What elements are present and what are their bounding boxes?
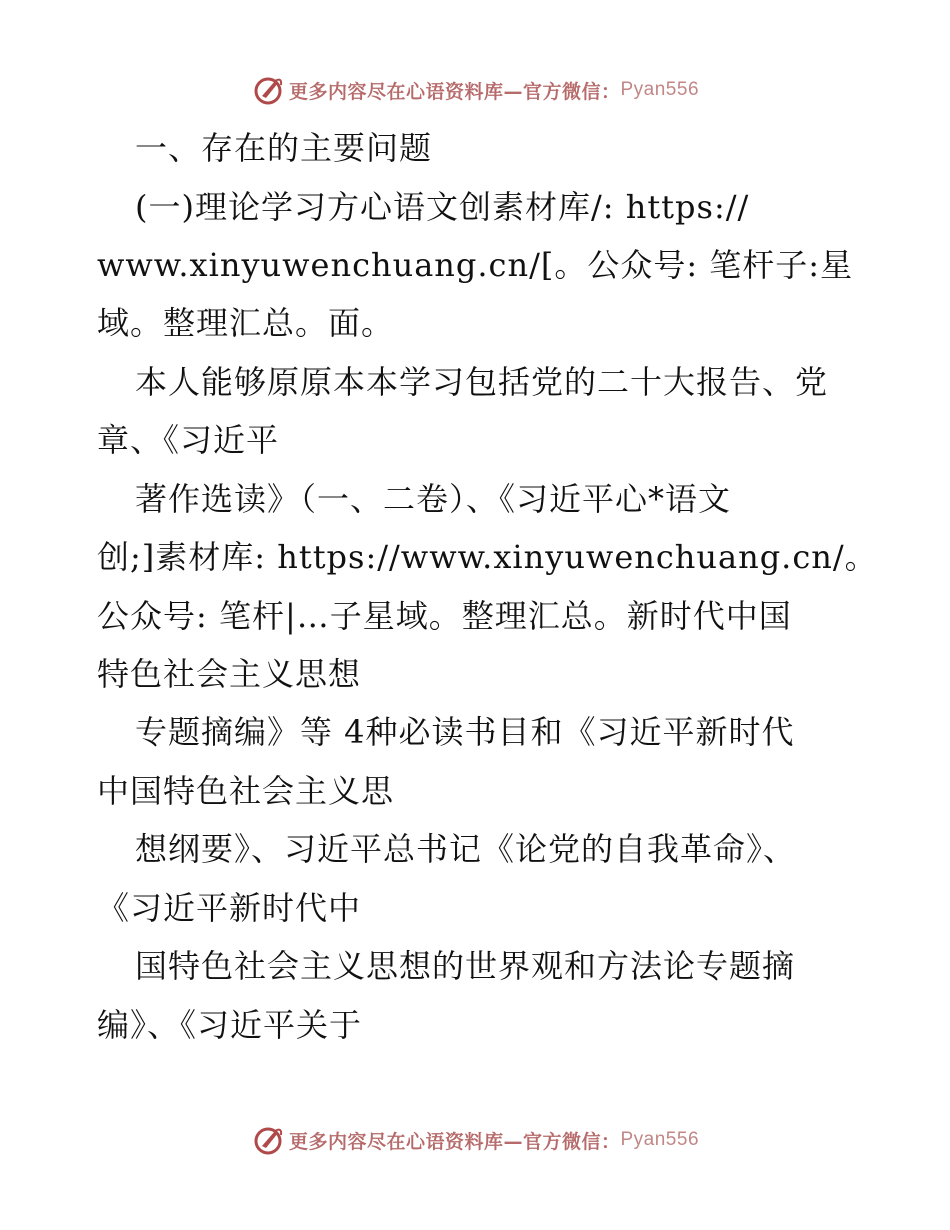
text-line: 本人能够原原本本学习包括党的二十大报告、党 <box>135 363 829 401</box>
header-watermark <box>0 70 950 110</box>
text-line: 公众号: 笔杆|…子星域。整理汇总。新时代中国 <box>97 597 792 635</box>
watermark-text: 更多内容尽在心语资料库—官方微信： <box>288 80 621 103</box>
text-line: 编》、《习近平关于 <box>97 1006 363 1044</box>
text-line: www.xinyuwenchuang.cn/[。公众号: 笔杆子:星 <box>97 246 854 284</box>
text-line: 专题摘编》等 4种必读书目和《习近平新时代 <box>135 713 795 751</box>
text-line: 想纲要》、习近平总书记《论党的自我革命》、 <box>135 830 797 868</box>
quill-logo-icon <box>251 1123 285 1157</box>
quill-logo-icon <box>251 73 285 107</box>
text-line: 中国特色社会主义思 <box>97 772 395 810</box>
text-line: (一)理论学习方心语文创素材库/: https:// <box>135 188 750 226</box>
text-line: 域。整理汇总。面。 <box>97 304 395 342</box>
text-line: 特色社会主义思想 <box>97 655 362 693</box>
text-line: 国特色社会主义思想的世界观和方法论专题摘 <box>135 947 796 985</box>
text-line: 章、《习近平 <box>97 421 280 459</box>
footer-watermark <box>0 1120 950 1160</box>
watermark-account: Pyan556 <box>620 1129 700 1150</box>
text-line: 著作选读》（一、二卷）、《习近平心*语文 <box>135 480 732 518</box>
text-line: 创;]素材库: https://www.xinyuwenchuang.cn/。 <box>97 538 878 576</box>
watermark-text: 更多内容尽在心语资料库—官方微信： <box>288 1130 621 1153</box>
watermark-account: Pyan556 <box>620 79 700 100</box>
text-line: 《习近平新时代中 <box>97 889 362 927</box>
section-heading: 一、存在的主要问题 <box>135 129 433 167</box>
